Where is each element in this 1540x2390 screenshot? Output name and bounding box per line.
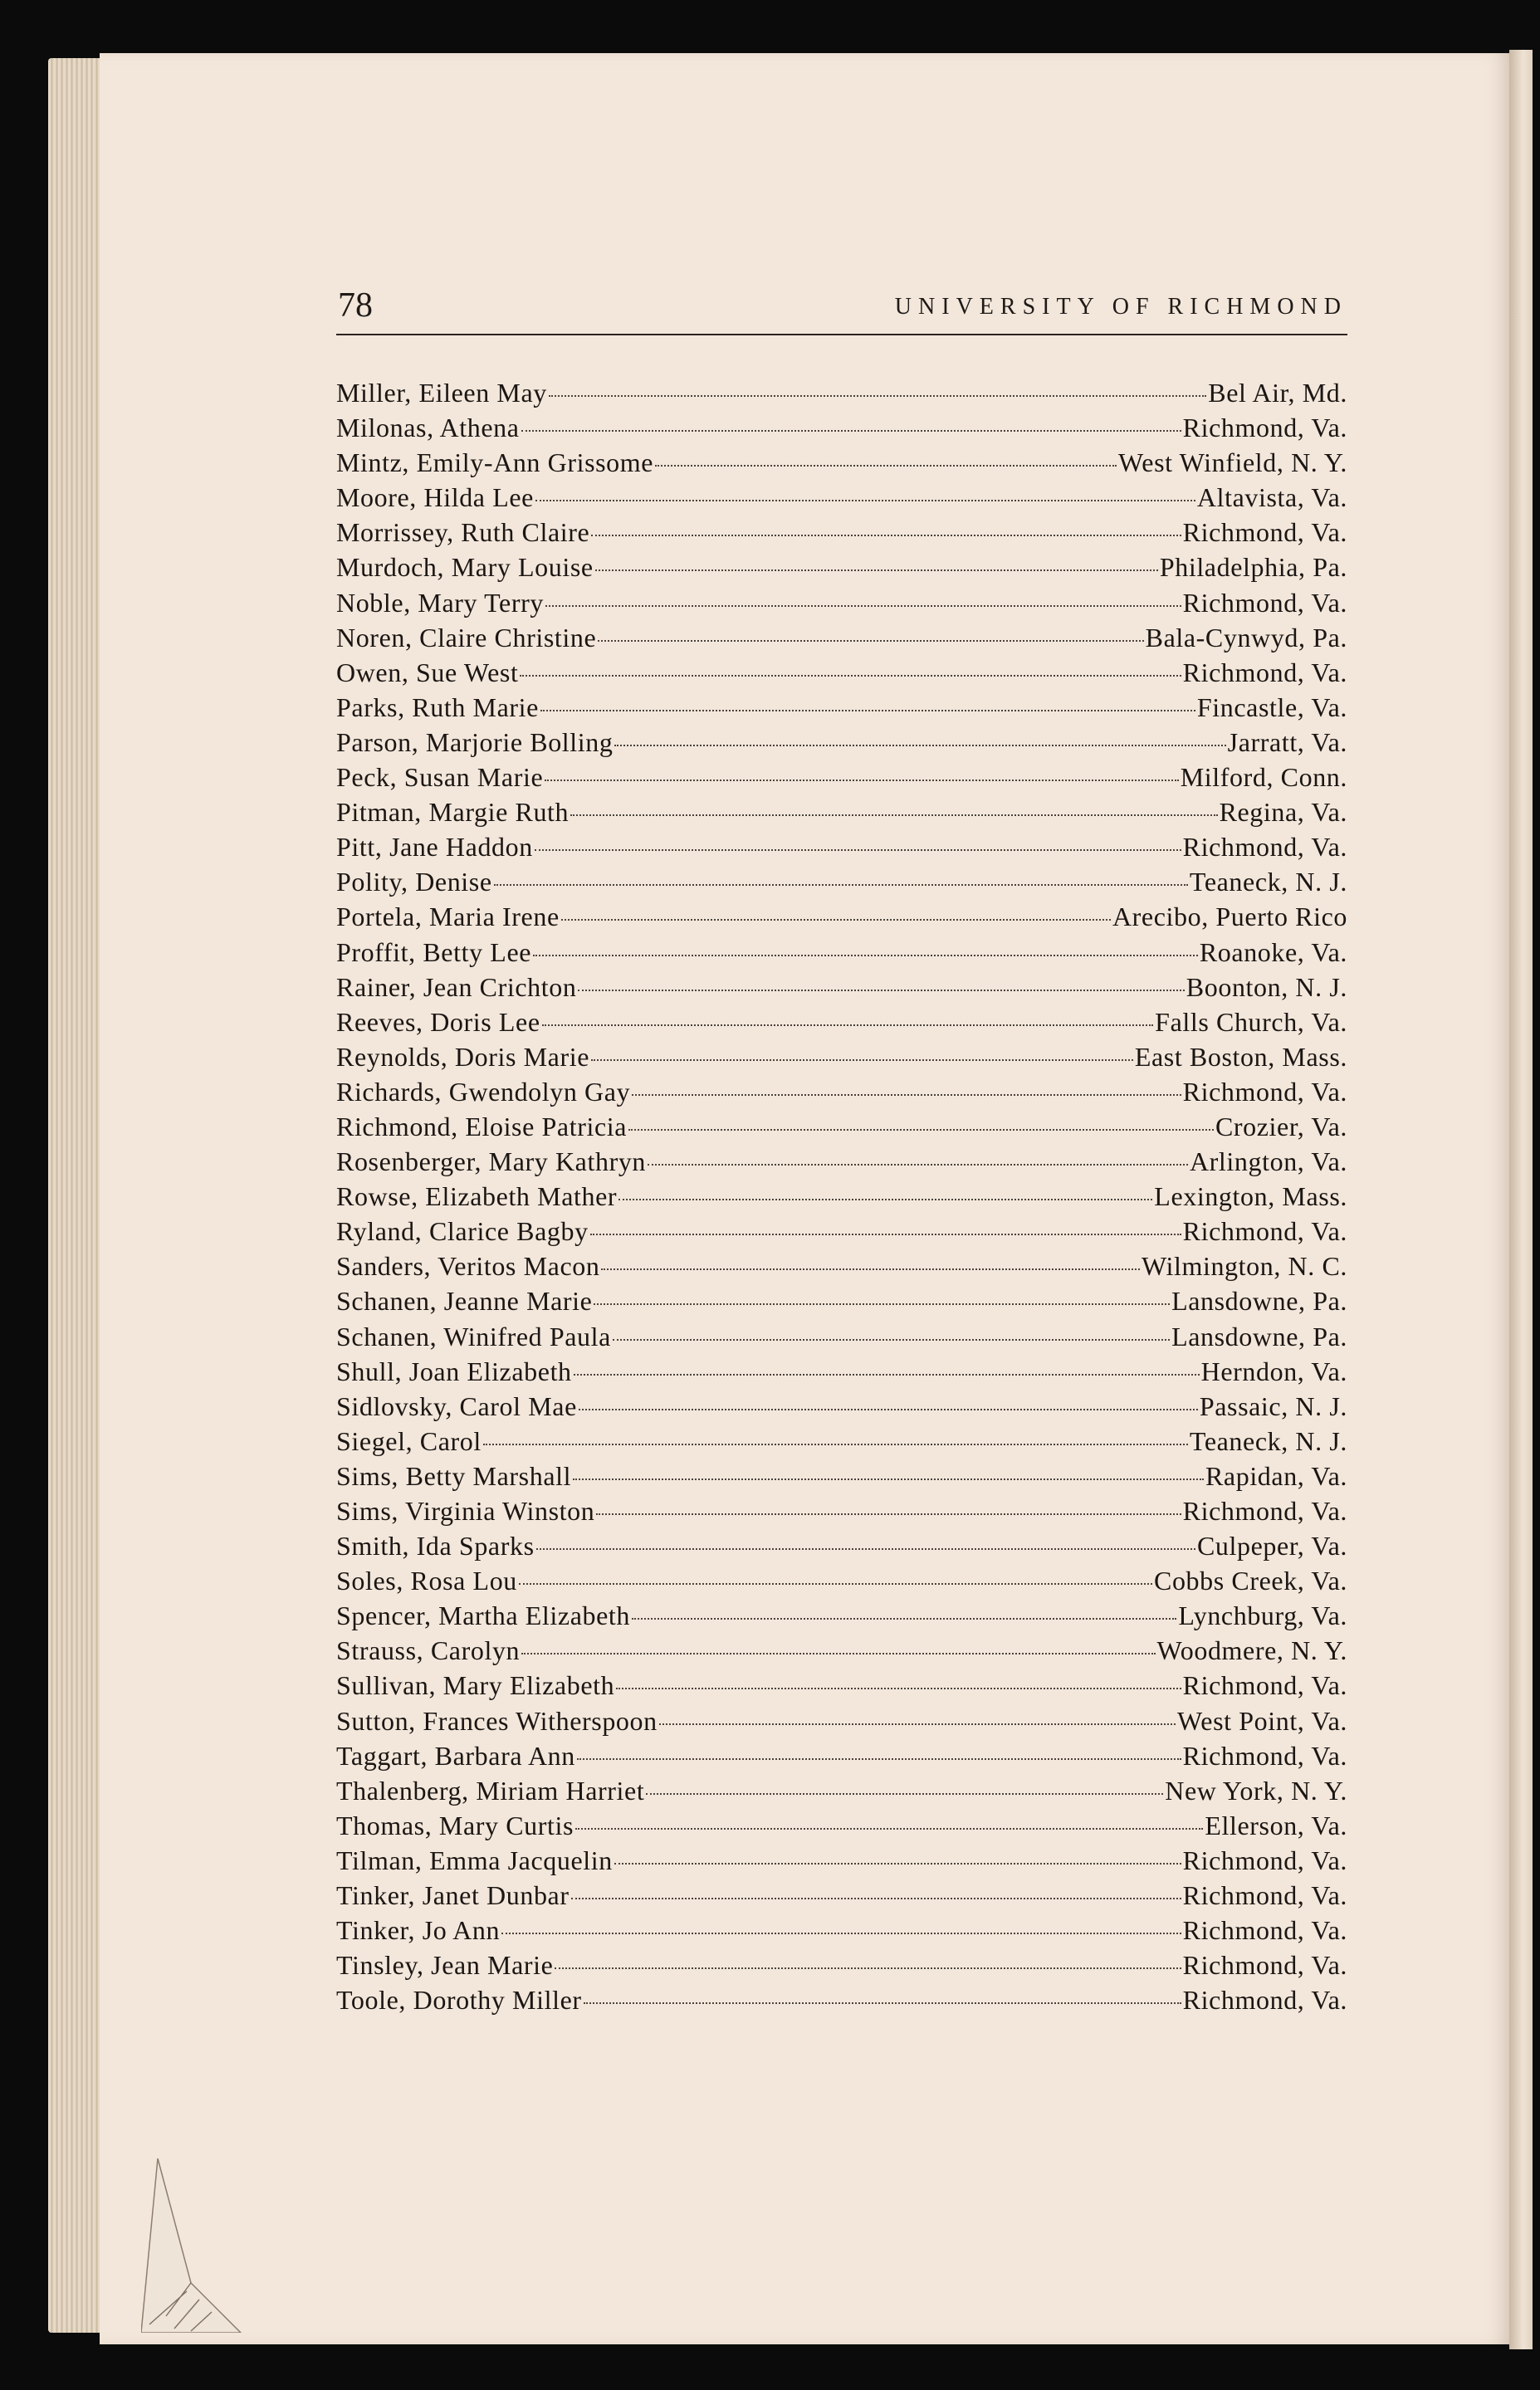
student-name: Sidlovsky, Carol Mae xyxy=(336,1391,577,1421)
hometown: Teaneck, N. J. xyxy=(1189,1425,1347,1456)
list-item xyxy=(336,1181,1347,1216)
page-number: 78 xyxy=(338,286,373,325)
dot-leader xyxy=(578,990,1184,991)
list-item xyxy=(336,1670,1347,1705)
hometown: Richmond, Va. xyxy=(1182,587,1347,618)
hometown: Altavista, Va. xyxy=(1196,482,1347,513)
student-name: Tinker, Janet Dunbar xyxy=(336,1880,570,1911)
dot-leader xyxy=(614,1863,1181,1865)
hometown: Regina, Va. xyxy=(1219,797,1347,828)
dot-leader xyxy=(535,849,1181,851)
list-item xyxy=(336,1845,1347,1880)
student-name: Murdoch, Mary Louise xyxy=(336,552,594,583)
student-name: Spencer, Martha Elizabeth xyxy=(336,1601,631,1631)
hometown: Richmond, Va. xyxy=(1182,413,1347,443)
hometown: Richmond, Va. xyxy=(1182,1950,1347,1981)
hometown: Richmond, Va. xyxy=(1182,1740,1347,1771)
page-header xyxy=(336,282,1347,335)
list-item xyxy=(336,1322,1347,1356)
list-item xyxy=(336,1880,1347,1915)
list-item xyxy=(336,762,1347,797)
student-name: Rosenberger, Mary Kathryn xyxy=(336,1146,647,1177)
list-item xyxy=(336,1426,1347,1461)
dot-leader xyxy=(646,1793,1163,1795)
dot-leader xyxy=(648,1164,1188,1166)
list-item xyxy=(336,1985,1347,2020)
dot-leader xyxy=(521,1653,1155,1654)
dot-leader xyxy=(545,605,1181,607)
dot-leader xyxy=(659,1723,1176,1725)
hometown: Crozier, Va. xyxy=(1215,1111,1347,1141)
student-name: Sullivan, Mary Elizabeth xyxy=(336,1670,615,1701)
dot-leader xyxy=(595,569,1158,571)
dot-leader xyxy=(535,500,1195,501)
hometown: Culpeper, Va. xyxy=(1196,1531,1347,1562)
dot-leader xyxy=(614,745,1225,746)
hometown: Herndon, Va. xyxy=(1200,1356,1347,1386)
hometown: Richmond, Va. xyxy=(1182,1985,1347,2016)
hometown: Richmond, Va. xyxy=(1182,1216,1347,1247)
student-name: Rainer, Jean Crichton xyxy=(336,971,577,1002)
student-name: Siegel, Carol xyxy=(336,1425,482,1456)
hometown: Lansdowne, Pa. xyxy=(1171,1286,1347,1317)
dot-leader xyxy=(613,1339,1170,1341)
hometown: Lexington, Mass. xyxy=(1154,1181,1347,1212)
list-item xyxy=(336,657,1347,692)
hometown: Richmond, Va. xyxy=(1182,1496,1347,1526)
student-name: Smith, Ida Sparks xyxy=(336,1531,535,1562)
hometown: Lynchburg, Va. xyxy=(1178,1601,1347,1631)
hometown: Richmond, Va. xyxy=(1182,1076,1347,1107)
dot-leader xyxy=(574,1374,1200,1376)
student-name: Tinker, Jo Ann xyxy=(336,1915,501,1946)
list-item xyxy=(336,1496,1347,1531)
dot-leader xyxy=(632,1618,1176,1620)
hometown: Richmond, Va. xyxy=(1182,832,1347,863)
list-item xyxy=(336,867,1347,902)
student-name: Sims, Betty Marshall xyxy=(336,1460,572,1491)
dot-leader xyxy=(536,1548,1195,1550)
list-item xyxy=(336,588,1347,623)
hometown: West Point, Va. xyxy=(1177,1705,1347,1736)
student-name: Moore, Hilda Lee xyxy=(336,482,534,513)
student-list xyxy=(336,378,1347,2020)
list-item xyxy=(336,378,1347,413)
student-name: Strauss, Carolyn xyxy=(336,1635,521,1666)
hometown: Lansdowne, Pa. xyxy=(1171,1321,1347,1351)
list-item xyxy=(336,1531,1347,1566)
dot-leader xyxy=(655,465,1117,467)
hometown: New York, N. Y. xyxy=(1165,1775,1347,1806)
student-name: Noble, Mary Terry xyxy=(336,587,544,618)
dot-leader xyxy=(571,1898,1181,1899)
dot-leader xyxy=(519,1583,1152,1585)
list-item xyxy=(336,1566,1347,1601)
list-item xyxy=(336,797,1347,832)
dot-leader xyxy=(549,395,1206,397)
list-item xyxy=(336,1251,1347,1286)
student-name: Pitman, Margie Ruth xyxy=(336,797,570,828)
list-item xyxy=(336,482,1347,517)
list-item xyxy=(336,832,1347,867)
list-item xyxy=(336,1077,1347,1112)
dot-leader xyxy=(501,1933,1181,1934)
hometown: Richmond, Va. xyxy=(1182,1880,1347,1911)
list-item xyxy=(336,623,1347,657)
dot-leader xyxy=(584,2002,1181,2004)
dot-leader xyxy=(521,430,1181,432)
list-item xyxy=(336,1146,1347,1181)
list-item xyxy=(336,937,1347,972)
hometown: Passaic, N. J. xyxy=(1199,1391,1347,1421)
list-item xyxy=(336,1741,1347,1776)
student-name: Noren, Claire Christine xyxy=(336,622,597,652)
hometown: Milford, Conn. xyxy=(1180,762,1347,793)
dot-leader xyxy=(632,1094,1181,1096)
dot-leader xyxy=(579,1409,1198,1410)
list-item xyxy=(336,1706,1347,1741)
dot-leader xyxy=(616,1688,1181,1689)
hometown: Roanoke, Va. xyxy=(1199,936,1347,967)
dot-leader xyxy=(628,1129,1214,1131)
dot-leader xyxy=(483,1444,1188,1445)
student-name: Milonas, Athena xyxy=(336,413,520,443)
student-name: Toole, Dorothy Miller xyxy=(336,1985,582,2016)
dot-leader xyxy=(591,535,1181,536)
hometown: Bala-Cynwyd, Pa. xyxy=(1145,622,1347,652)
dot-leader xyxy=(577,1758,1181,1760)
hometown: Rapidan, Va. xyxy=(1205,1460,1347,1491)
student-name: Polity, Denise xyxy=(336,867,492,897)
hometown: Fincastle, Va. xyxy=(1196,692,1347,722)
student-name: Schanen, Winifred Paula xyxy=(336,1321,611,1351)
list-item xyxy=(336,692,1347,727)
student-name: Tilman, Emma Jacquelin xyxy=(336,1845,613,1875)
hometown: Richmond, Va. xyxy=(1182,1670,1347,1701)
student-name: Parson, Marjorie Bolling xyxy=(336,726,614,757)
hometown: Bel Air, Md. xyxy=(1208,378,1347,408)
hometown: Boonton, N. J. xyxy=(1186,971,1347,1002)
student-name: Reynolds, Doris Marie xyxy=(336,1041,590,1072)
dot-leader xyxy=(601,1268,1140,1270)
folded-corner xyxy=(141,2158,299,2333)
student-name: Mintz, Emily-Ann Grissome xyxy=(336,447,654,478)
list-item xyxy=(336,1007,1347,1042)
dot-leader xyxy=(520,675,1181,677)
student-name: Thomas, Mary Curtis xyxy=(336,1810,574,1840)
student-name: Sims, Virginia Winston xyxy=(336,1496,595,1526)
student-name: Thalenberg, Miriam Harriet xyxy=(336,1775,645,1806)
list-item xyxy=(336,1286,1347,1321)
dot-leader xyxy=(591,1059,1133,1061)
list-item xyxy=(336,447,1347,482)
student-name: Peck, Susan Marie xyxy=(336,762,544,793)
next-page-edge xyxy=(1509,50,1533,2349)
hometown: Richmond, Va. xyxy=(1182,1915,1347,1946)
dot-leader xyxy=(561,919,1111,921)
student-name: Proffit, Betty Lee xyxy=(336,936,532,967)
dot-leader xyxy=(555,1967,1181,1969)
hometown: Ellerson, Va. xyxy=(1205,1810,1347,1840)
hometown: Woodmere, N. Y. xyxy=(1156,1635,1347,1666)
student-name: Taggart, Barbara Ann xyxy=(336,1740,575,1771)
hometown: Jarratt, Va. xyxy=(1227,726,1347,757)
list-item xyxy=(336,1601,1347,1635)
dot-leader xyxy=(540,710,1195,711)
list-item xyxy=(336,1461,1347,1496)
list-item xyxy=(336,727,1347,762)
student-name: Morrissey, Ruth Claire xyxy=(336,517,590,548)
list-item xyxy=(336,413,1347,447)
dot-leader xyxy=(596,1513,1181,1515)
student-name: Portela, Maria Irene xyxy=(336,902,560,932)
student-name: Richards, Gwendolyn Gay xyxy=(336,1076,631,1107)
dot-leader xyxy=(545,780,1178,781)
list-item xyxy=(336,1776,1347,1811)
list-item xyxy=(336,972,1347,1007)
list-item xyxy=(336,1811,1347,1845)
student-name: Sutton, Frances Witherspoon xyxy=(336,1705,658,1736)
student-name: Schanen, Jeanne Marie xyxy=(336,1286,593,1317)
hometown: Philadelphia, Pa. xyxy=(1159,552,1347,583)
dot-leader xyxy=(533,955,1198,956)
list-item xyxy=(336,1391,1347,1426)
list-item xyxy=(336,1915,1347,1950)
dot-leader xyxy=(573,1478,1204,1480)
hometown: Arecibo, Puerto Rico xyxy=(1112,902,1347,932)
dot-leader xyxy=(570,814,1217,816)
hometown: Wilmington, N. C. xyxy=(1141,1251,1347,1282)
list-item xyxy=(336,1042,1347,1077)
list-item xyxy=(336,1112,1347,1146)
hometown: East Boston, Mass. xyxy=(1134,1041,1347,1072)
student-name: Rowse, Elizabeth Mather xyxy=(336,1181,618,1212)
hometown: Richmond, Va. xyxy=(1182,1845,1347,1875)
student-name: Shull, Joan Elizabeth xyxy=(336,1356,572,1386)
list-item xyxy=(336,552,1347,587)
dot-leader xyxy=(598,640,1143,642)
student-name: Reeves, Doris Lee xyxy=(336,1006,540,1037)
hometown: West Winfield, N. Y. xyxy=(1118,447,1347,478)
hometown: Falls Church, Va. xyxy=(1155,1006,1347,1037)
dot-leader xyxy=(618,1199,1152,1200)
student-name: Sanders, Veritos Macon xyxy=(336,1251,600,1282)
dot-leader xyxy=(594,1303,1170,1305)
student-name: Pitt, Jane Haddon xyxy=(336,832,533,863)
hometown: Richmond, Va. xyxy=(1182,517,1347,548)
student-name: Ryland, Clarice Bagby xyxy=(336,1216,589,1247)
student-name: Richmond, Eloise Patricia xyxy=(336,1111,628,1141)
running-head: UNIVERSITY OF RICHMOND xyxy=(894,294,1347,320)
student-name: Parks, Ruth Marie xyxy=(336,692,539,722)
student-name: Soles, Rosa Lou xyxy=(336,1566,517,1596)
list-item xyxy=(336,1635,1347,1670)
student-name: Miller, Eileen May xyxy=(336,378,547,408)
list-item xyxy=(336,1356,1347,1391)
list-item xyxy=(336,1216,1347,1251)
list-item xyxy=(336,517,1347,552)
hometown: Teaneck, N. J. xyxy=(1189,867,1347,897)
hometown: Richmond, Va. xyxy=(1182,657,1347,687)
hometown: Arlington, Va. xyxy=(1189,1146,1347,1177)
student-name: Tinsley, Jean Marie xyxy=(336,1950,554,1981)
student-name: Owen, Sue West xyxy=(336,657,519,687)
dot-leader xyxy=(575,1828,1203,1830)
list-item xyxy=(336,1950,1347,1985)
dot-leader xyxy=(590,1234,1181,1235)
hometown: Cobbs Creek, Va. xyxy=(1154,1566,1347,1596)
dot-leader xyxy=(542,1024,1154,1026)
list-item xyxy=(336,902,1347,936)
dot-leader xyxy=(494,884,1188,886)
